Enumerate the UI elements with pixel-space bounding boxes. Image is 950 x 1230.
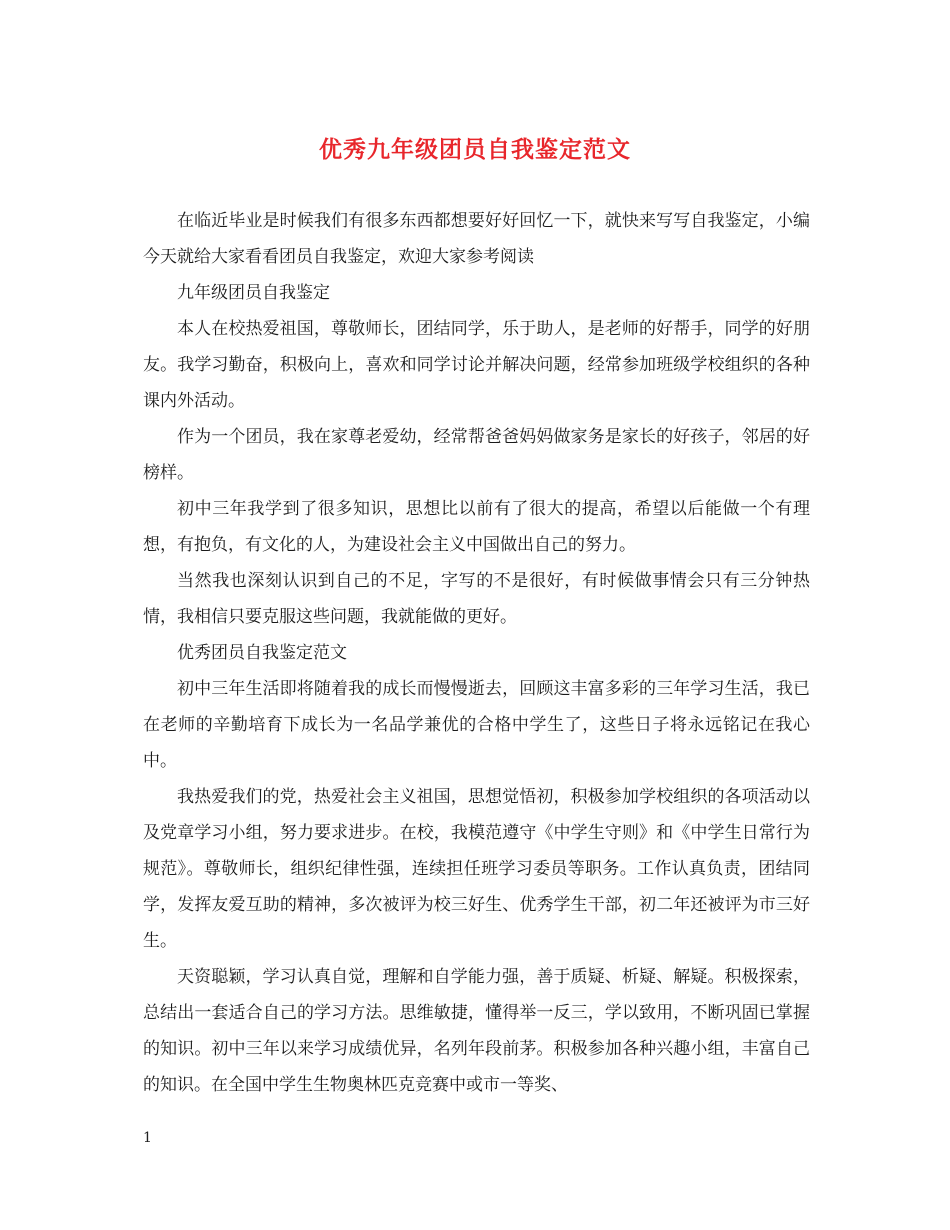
- paragraph: 本人在校热爱祖国，尊敬师长，团结同学，乐于助人，是老师的好帮手，同学的好朋友。我学习勤奋，积极向上，喜欢和同学讨论并解决问题，经常参加班级学校组织的各种课内外活动。: [143, 319, 810, 411]
- paragraph-intro: 在临近毕业是时候我们有很多东西都想要好好回忆一下，就快来写写自我鉴定，小编今天就给大家看看团员自我鉴定，欢迎大家参考阅读: [143, 211, 810, 267]
- paragraph: 天资聪颖，学习认真自觉，理解和自学能力强，善于质疑、析疑、解疑。积极探索，总结出一套适合自己的学习方法。思维敏捷，懂得举一反三，学以致用，不断巩固已掌握的知识。初中三年以来学习成绩优异，名列年段前茅。积极参加各种兴趣小组，丰富自己的知识。在全国中学生生物奥林匹克竞赛中或市一等奖、: [143, 967, 810, 1095]
- paragraph: 作为一个团员，我在家尊老爱幼，经常帮爸爸妈妈做家务是家长的好孩子，邻居的好榜样。: [143, 427, 810, 483]
- document-title: 优秀九年级团员自我鉴定范文: [319, 136, 631, 163]
- paragraph: 初中三年生活即将随着我的成长而慢慢逝去，回顾这丰富多彩的三年学习生活，我已在老师的辛勤培育下成长为一名品学兼优的合格中学生了，这些日子将永远铭记在我心中。: [143, 679, 810, 771]
- paragraph: 当然我也深刻认识到自己的不足，字写的不是很好，有时候做事情会只有三分钟热情，我相信只要克服这些问题，我就能做的更好。: [143, 571, 810, 627]
- section-heading-ninth-grade: 九年级团员自我鉴定: [177, 283, 330, 303]
- paragraph: 初中三年我学到了很多知识，思想比以前有了很大的提高，希望以后能做一个有理想，有抱负，有文化的人，为建设社会主义中国做出自己的努力。: [143, 499, 810, 555]
- page-number: 1: [143, 1130, 152, 1146]
- document-body: [143, 203, 810, 1103]
- paragraph: 我热爱我们的党，热爱社会主义祖国，思想觉悟初，积极参加学校组织的各项活动以及党章学习小组，努力要求进步。在校，我模范遵守《中学生守则》和《中学生日常行为规范》。尊敬师长，组织纪律性强，连续担任班学习委员等职务。工作认真负责，团结同学，发挥友爱互助的精神，多次被评为校三好生、优秀学生干部，初二年还被评为市三好生。: [143, 787, 810, 951]
- section-heading-excellent-member: 优秀团员自我鉴定范文: [177, 643, 347, 663]
